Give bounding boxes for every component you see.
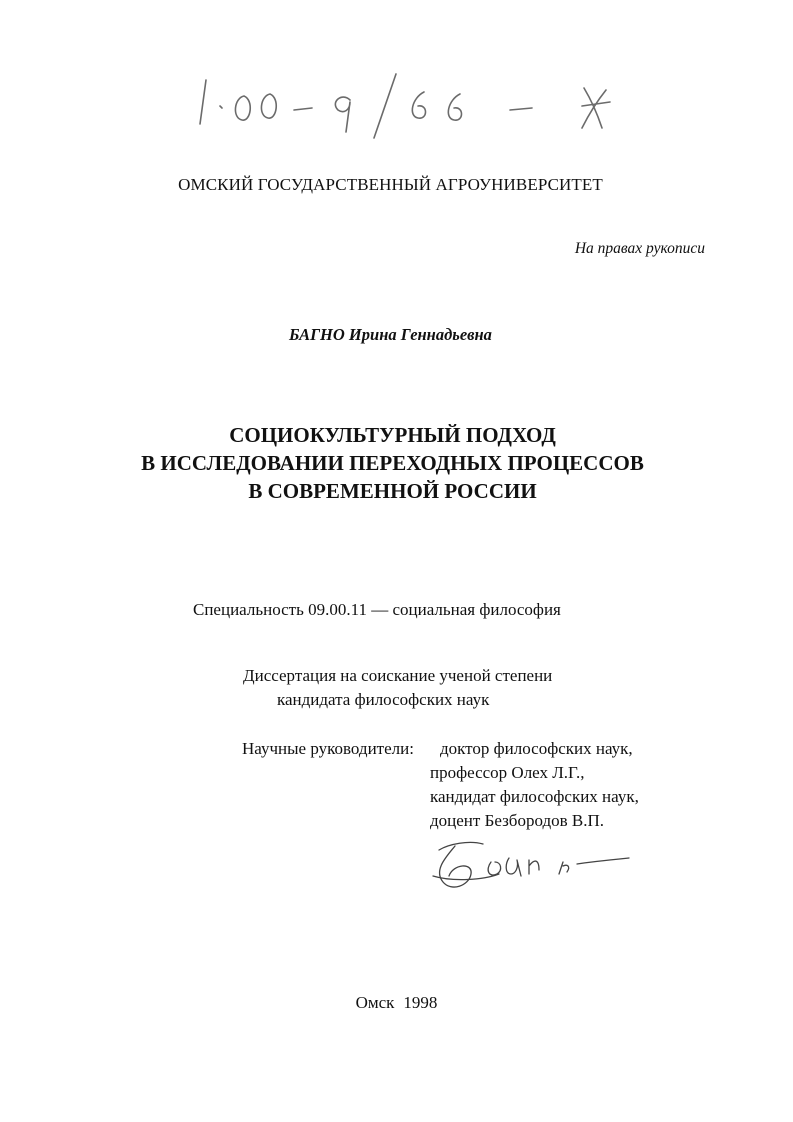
title-line: В СОВРЕМЕННОЙ РОССИИ — [248, 479, 537, 503]
advisor-line: доктор философских наук, — [440, 739, 633, 758]
advisor-line: профессор Олех Л.Г., — [430, 763, 585, 782]
advisor-line: кандидат философских наук, — [430, 787, 639, 806]
dissertation-title — [0, 421, 793, 505]
degree-line: кандидата философских наук — [277, 690, 490, 709]
advisors-label: Научные руководители: — [242, 739, 414, 758]
manuscript-rights-note: На правах рукописи — [574, 240, 705, 257]
place-and-year — [0, 993, 793, 1013]
year: 1998 — [403, 993, 438, 1012]
specialty-line: Специальность 09.00.11 — социальная философия — [193, 600, 561, 619]
university-name: ОМСКИЙ ГОСУДАРСТВЕННЫЙ АГРОУНИВЕРСИТЕТ — [178, 175, 603, 194]
signature-drawing — [425, 836, 635, 896]
advisors-list — [430, 737, 639, 833]
degree-line: Диссертация на соискание ученой степени — [243, 666, 553, 685]
author-name: БАГНО Ирина Геннадьевна — [289, 325, 492, 344]
title-line: СОЦИОКУЛЬТУРНЫЙ ПОДХОД — [229, 423, 556, 447]
advisor-line: доцент Безбородов В.П. — [430, 811, 605, 830]
handwritten-note-drawing — [178, 66, 648, 144]
city: Омск — [355, 993, 395, 1012]
title-line: В ИССЛЕДОВАНИИ ПЕРЕХОДНЫХ ПРОЦЕССОВ — [141, 451, 644, 475]
handwritten-catalog-note — [178, 66, 648, 144]
degree-statement — [243, 664, 552, 712]
author-signature — [425, 836, 635, 896]
